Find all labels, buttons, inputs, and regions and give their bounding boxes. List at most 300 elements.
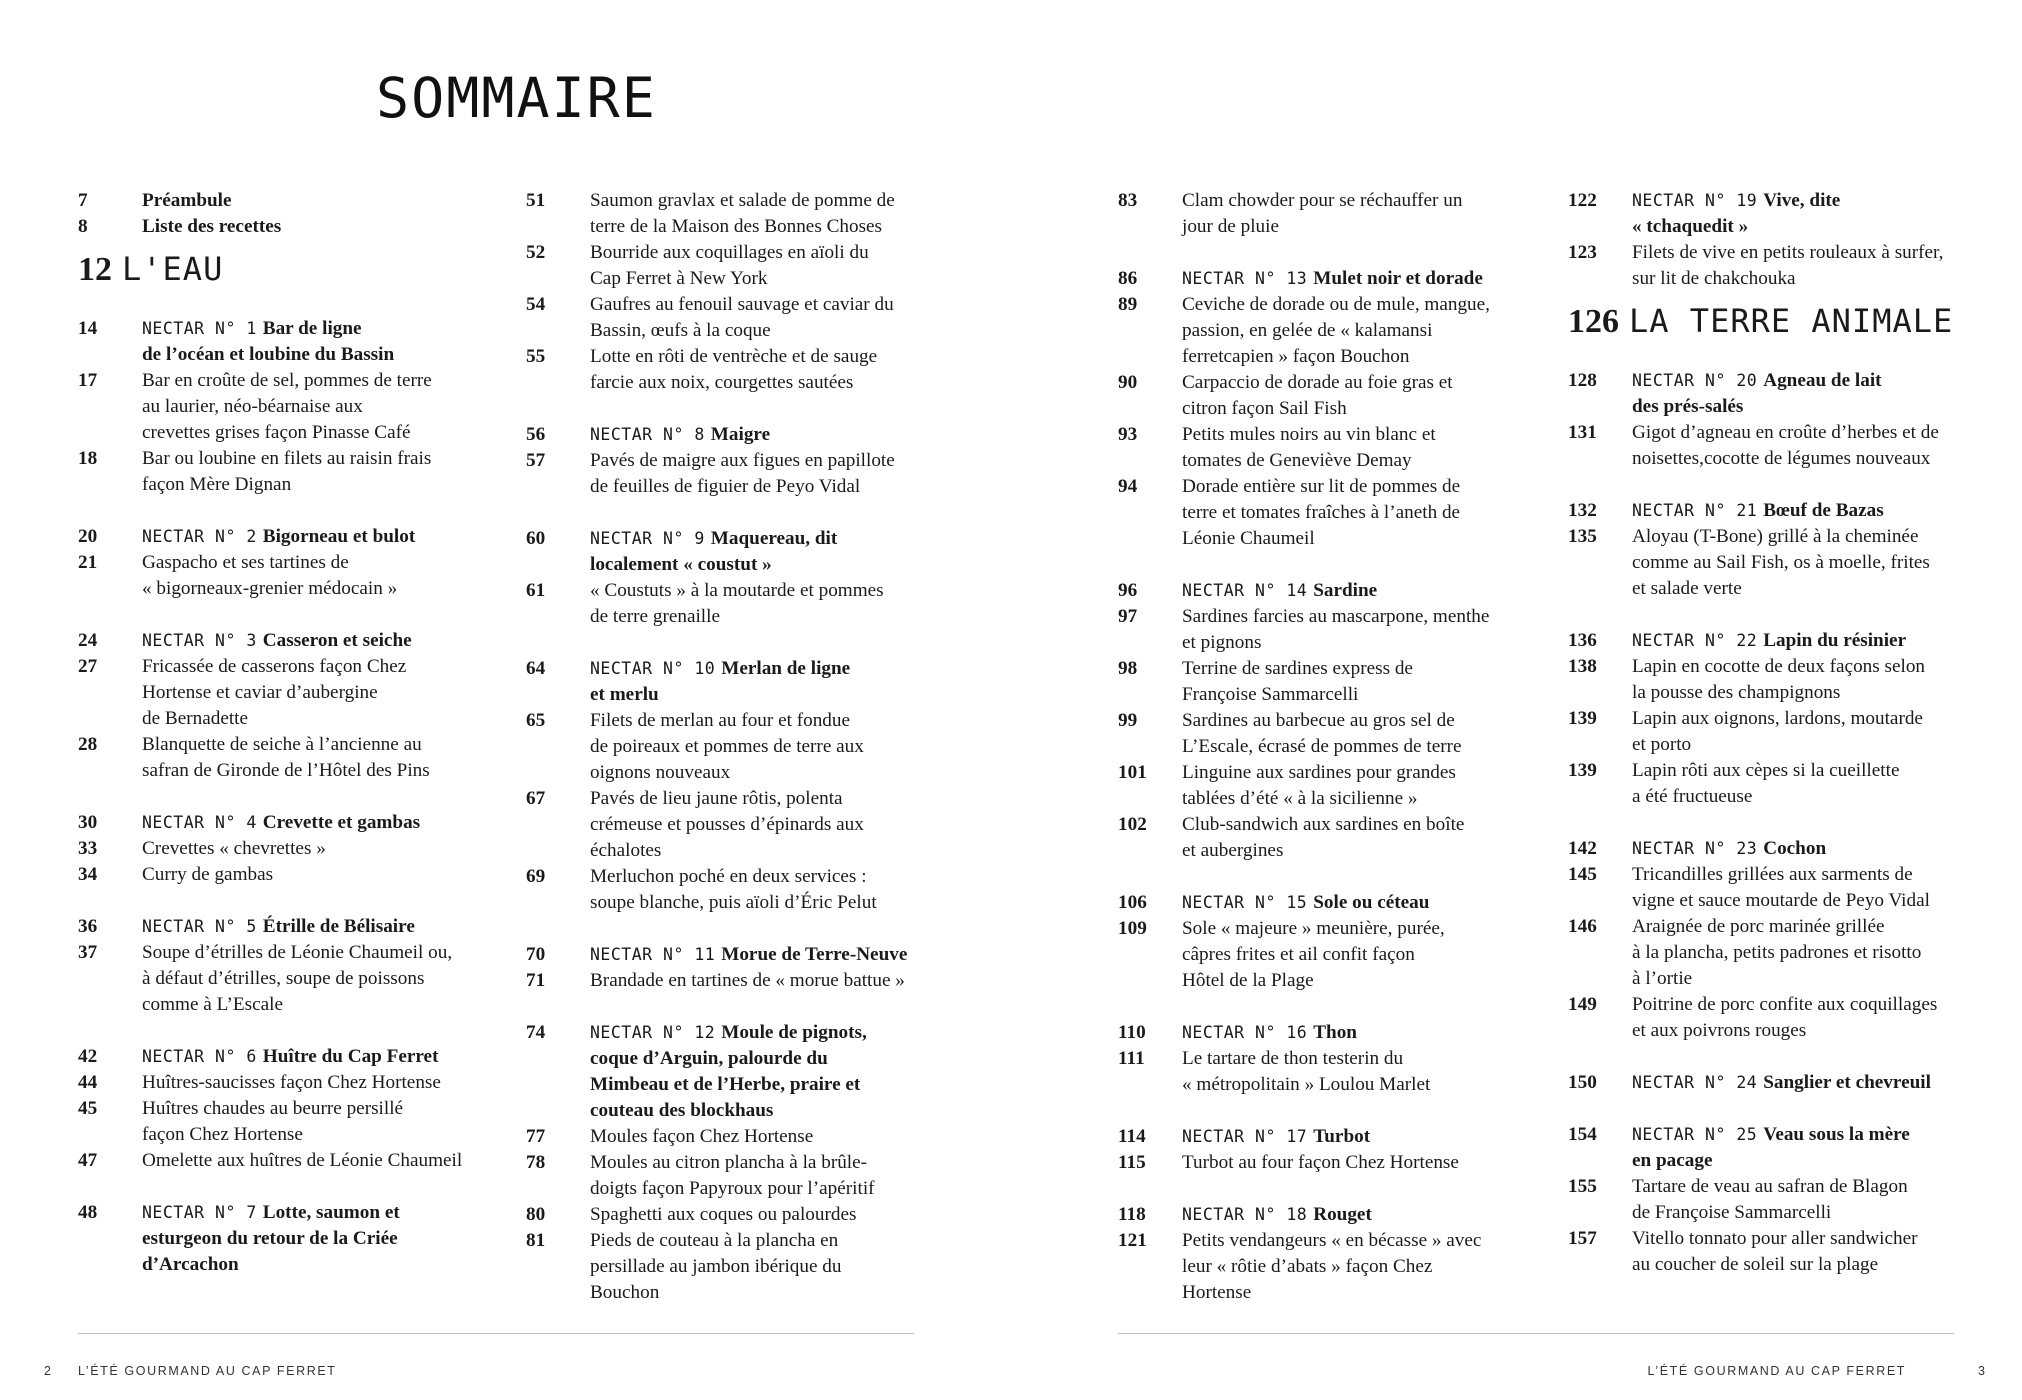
entry-text: [142, 1122, 498, 1148]
entry-page-number: [526, 318, 590, 344]
entry-text: [1182, 1280, 1538, 1306]
entry-recipe-text: noisettes,cocotte de légumes nouveaux: [1632, 448, 1931, 469]
nectar-label: NECTAR N° 11: [590, 945, 716, 964]
toc-entry: [1568, 1148, 2008, 1174]
entry-page-number: [526, 1254, 590, 1280]
entry-text: [1182, 1020, 1538, 1046]
entry-page-number: [526, 266, 590, 292]
entry-page-number: 94: [1118, 476, 1138, 497]
entry-bold-title: Maquereau, dit: [710, 528, 838, 549]
spacer: [1568, 602, 2008, 628]
toc-entry: [1118, 786, 1538, 812]
entry-text: [590, 1254, 966, 1280]
entry-text: [590, 370, 966, 396]
entry-page-number: 34: [78, 864, 98, 885]
toc-entry: [1118, 1020, 1538, 1046]
entry-page-number: [526, 838, 590, 864]
entry-recipe-text: persillade au jambon ibérique du: [590, 1256, 842, 1277]
entry-text: [1632, 214, 2008, 240]
toc-entry: [1568, 966, 2008, 992]
toc-entry: [78, 1226, 498, 1252]
entry-text: [590, 734, 966, 760]
entry-text: [142, 1148, 498, 1174]
entry-page-number: 89: [1118, 294, 1138, 315]
nectar-label: NECTAR N° 21: [1632, 501, 1758, 520]
entry-text: [1182, 422, 1538, 448]
entry-text: [590, 1020, 966, 1046]
entry-recipe-text: Hortense: [1182, 1282, 1252, 1303]
entry-page-number: 8: [78, 216, 88, 237]
entry-text: [1632, 394, 2008, 420]
nectar-label: NECTAR N° 22: [1632, 631, 1758, 650]
entry-page-number: [78, 1252, 142, 1278]
entry-recipe-text: Huîtres-saucisses façon Chez Hortense: [142, 1072, 441, 1093]
entry-page-number: [78, 758, 142, 784]
entry-page-number: 70: [526, 944, 546, 965]
entry-text: [1182, 188, 1538, 214]
toc-entry: [1118, 474, 1538, 500]
entry-text: [1632, 446, 2008, 472]
entry-page-number: 136: [1568, 630, 1597, 651]
spacer: [526, 396, 966, 422]
entry-page-number: 123: [1568, 242, 1597, 263]
entry-page-number: 28: [78, 734, 98, 755]
entry-page-number: 146: [1568, 916, 1597, 937]
toc-entry: [1568, 420, 2008, 446]
nectar-label: NECTAR N° 19: [1632, 191, 1758, 210]
entry-text: [590, 526, 966, 552]
toc-entry: [1568, 368, 2008, 394]
spacer: [78, 602, 498, 628]
toc-entry: [1568, 654, 2008, 680]
toc-entry: [1568, 214, 2008, 240]
toc-entry: [78, 836, 498, 862]
toc-entry: [526, 422, 966, 448]
entry-page-number: 154: [1568, 1124, 1597, 1145]
entry-page-number: [1568, 266, 1632, 292]
entry-text: [142, 472, 498, 498]
toc-entry: [1118, 682, 1538, 708]
entry-text: [590, 1228, 966, 1254]
toc-entry: [78, 862, 498, 888]
entry-text: [590, 422, 966, 448]
entry-page-number: [526, 1176, 590, 1202]
entry-text: [142, 214, 498, 240]
entry-page-number: [1568, 1252, 1632, 1278]
toc-entry: [78, 992, 498, 1018]
entry-recipe-text: vigne et sauce moutarde de Peyo Vidal: [1632, 890, 1930, 911]
entry-text: [142, 654, 498, 680]
entry-recipe-text: crémeuse et pousses d’épinards aux: [590, 814, 864, 835]
toc-entry: [78, 810, 498, 836]
toc-entry: [1118, 760, 1538, 786]
toc-entry: [526, 318, 966, 344]
section-title: LA TERRE ANIMALE: [1629, 302, 1954, 340]
entry-bold-title: coque d’Arguin, palourde du: [590, 1048, 828, 1069]
entry-bold-title: Crevette et gambas: [262, 812, 421, 833]
entry-page-number: 14: [78, 318, 98, 339]
toc-entry: [78, 706, 498, 732]
entry-text: [1182, 656, 1538, 682]
toc-entry: [1118, 370, 1538, 396]
entry-recipe-text: Françoise Sammarcelli: [1182, 684, 1359, 705]
entry-text: [142, 316, 498, 342]
toc-entry: [78, 1148, 498, 1174]
toc-entry: [1118, 942, 1538, 968]
toc-entry: [78, 1096, 498, 1122]
entry-page-number: [1568, 680, 1632, 706]
entry-text: [590, 1124, 966, 1150]
entry-recipe-text: à défaut d’étrilles, soupe de poissons: [142, 968, 425, 989]
nectar-label: NECTAR N° 9: [590, 529, 705, 548]
entry-page-number: 60: [526, 528, 546, 549]
entry-page-number: [1118, 786, 1182, 812]
entry-page-number: 74: [526, 1022, 546, 1043]
toc-entry: [1118, 448, 1538, 474]
entry-text: [1632, 550, 2008, 576]
entry-page-number: 33: [78, 838, 98, 859]
entry-text: [142, 1252, 498, 1278]
toc-entry: [1118, 630, 1538, 656]
entry-recipe-text: jour de pluie: [1182, 216, 1279, 237]
entry-recipe-text: Lapin en cocotte de deux façons selon: [1632, 656, 1926, 677]
entry-text: [1182, 214, 1538, 240]
entry-page-number: 61: [526, 580, 546, 601]
spacer: [78, 888, 498, 914]
entry-text: [1182, 786, 1538, 812]
entry-bold-title: Morue de Terre-Neuve: [721, 944, 908, 965]
entry-page-number: 157: [1568, 1228, 1597, 1249]
entry-text: [142, 576, 498, 602]
entry-recipe-text: Le tartare de thon testerin du: [1182, 1048, 1404, 1069]
entry-page-number: [526, 812, 590, 838]
toc-entry: [1118, 1202, 1538, 1228]
entry-recipe-text: Moules façon Chez Hortense: [590, 1126, 814, 1147]
entry-page-number: 36: [78, 916, 98, 937]
toc-entry: [526, 240, 966, 266]
spacer: [1118, 994, 1538, 1020]
spacer: [1568, 472, 2008, 498]
entry-recipe-text: à la plancha, petits padrones et risotto: [1632, 942, 1922, 963]
entry-page-number: 96: [1118, 580, 1138, 601]
entry-text: [590, 864, 966, 890]
entry-page-number: 145: [1568, 864, 1597, 885]
entry-text: [590, 1098, 966, 1124]
entry-bold-title: des prés-salés: [1632, 396, 1744, 417]
entry-recipe-text: Curry de gambas: [142, 864, 274, 885]
entry-recipe-text: Vitello tonnato pour aller sandwicher: [1632, 1228, 1918, 1249]
toc-entry: [1568, 240, 2008, 266]
entry-page-number: [1568, 214, 1632, 240]
nectar-label: NECTAR N° 5: [142, 917, 257, 936]
entry-recipe-text: Carpaccio de dorade au foie gras et: [1182, 372, 1453, 393]
entry-recipe-text: façon Chez Hortense: [142, 1124, 303, 1145]
entry-recipe-text: soupe blanche, puis aïoli d’Éric Pelut: [590, 892, 877, 913]
entry-page-number: 109: [1118, 918, 1147, 939]
entry-bold-title: Bigorneau et bulot: [262, 526, 416, 547]
entry-page-number: [1118, 682, 1182, 708]
entry-text: [1182, 968, 1538, 994]
entry-page-number: [78, 1226, 142, 1252]
entry-text: [1632, 498, 2008, 524]
entry-bold-title: Casseron et seiche: [262, 630, 412, 651]
entry-recipe-text: oignons nouveaux: [590, 762, 731, 783]
toc-entry: [78, 368, 498, 394]
entry-page-number: 86: [1118, 268, 1138, 289]
entry-recipe-text: façon Mère Dignan: [142, 474, 292, 495]
entry-text: [142, 810, 498, 836]
entry-text: [1182, 500, 1538, 526]
entry-bold-title: localement « coustut »: [590, 554, 772, 575]
entry-recipe-text: Fricassée de casserons façon Chez: [142, 656, 407, 677]
toc-entry: [1118, 734, 1538, 760]
entry-recipe-text: Cap Ferret à New York: [590, 268, 768, 289]
entry-text: [142, 446, 498, 472]
entry-page-number: 102: [1118, 814, 1147, 835]
entry-page-number: 155: [1568, 1176, 1597, 1197]
toc-entry: [1118, 1280, 1538, 1306]
entry-text: [1632, 1018, 2008, 1044]
nectar-label: NECTAR N° 13: [1182, 269, 1308, 288]
nectar-label: NECTAR N° 24: [1632, 1073, 1758, 1092]
entry-bold-title: Préambule: [142, 190, 232, 211]
toc-entry: [1568, 1174, 2008, 1200]
section-page-number: 126: [1568, 303, 1619, 340]
entry-text: [1182, 1150, 1538, 1176]
spacer: [78, 1018, 498, 1044]
toc-entry: [1118, 500, 1538, 526]
entry-text: [1632, 1200, 2008, 1226]
entry-text: [1632, 680, 2008, 706]
toc-entry: [526, 864, 966, 890]
toc-entry: [78, 214, 498, 240]
entry-recipe-text: Dorade entière sur lit de pommes de: [1182, 476, 1461, 497]
entry-text: [1182, 370, 1538, 396]
entry-recipe-text: terre et tomates fraîches à l’aneth de: [1182, 502, 1461, 523]
toc-entry: [1118, 968, 1538, 994]
spacer: [526, 630, 966, 656]
nectar-label: NECTAR N° 23: [1632, 839, 1758, 858]
entry-page-number: [526, 1280, 590, 1306]
toc-entry: [78, 1252, 498, 1278]
entry-page-number: [1568, 394, 1632, 420]
entry-text: [142, 420, 498, 446]
toc-entry: [526, 1202, 966, 1228]
toc-entry: [1118, 604, 1538, 630]
entry-recipe-text: sur lit de chakchouka: [1632, 268, 1796, 289]
toc-entry: [526, 1280, 966, 1306]
entry-text: [142, 342, 498, 368]
entry-text: [1632, 654, 2008, 680]
entry-text: [1632, 628, 2008, 654]
entry-page-number: [1118, 396, 1182, 422]
entry-recipe-text: a été fructueuse: [1632, 786, 1753, 807]
entry-text: [1632, 420, 2008, 446]
toc-entry: [526, 1176, 966, 1202]
footer-page-number-left: 2: [44, 1364, 53, 1378]
entry-bold-title: Étrille de Bélisaire: [262, 916, 415, 937]
entry-recipe-text: et aux poivrons rouges: [1632, 1020, 1807, 1041]
toc-entry: [78, 316, 498, 342]
entry-page-number: 111: [1118, 1048, 1145, 1069]
entry-recipe-text: et aubergines: [1182, 840, 1284, 861]
toc-entry: [1568, 862, 2008, 888]
toc-entry: [78, 420, 498, 446]
entry-text: [590, 578, 966, 604]
toc-entry: [1568, 680, 2008, 706]
toc-entry: [1568, 758, 2008, 784]
entry-page-number: [526, 1098, 590, 1124]
entry-text: [1632, 266, 2008, 292]
entry-page-number: [1118, 942, 1182, 968]
nectar-label: NECTAR N° 2: [142, 527, 257, 546]
entry-page-number: [1118, 318, 1182, 344]
entry-text: [1632, 368, 2008, 394]
toc-entry: [1118, 708, 1538, 734]
entry-text: [1182, 474, 1538, 500]
toc-entry: [526, 344, 966, 370]
entry-recipe-text: à l’ortie: [1632, 968, 1693, 989]
entry-page-number: 69: [526, 866, 546, 887]
toc-entry: [1568, 914, 2008, 940]
toc-entry: [1568, 1226, 2008, 1252]
entry-recipe-text: de poireaux et pommes de terre aux: [590, 736, 864, 757]
section-title: L'EAU: [122, 250, 224, 288]
toc-entry: [78, 446, 498, 472]
toc-entry: [526, 266, 966, 292]
toc-entry: [526, 760, 966, 786]
entry-page-number: 21: [78, 552, 98, 573]
entry-recipe-text: au coucher de soleil sur la plage: [1632, 1254, 1879, 1275]
entry-page-number: 52: [526, 242, 546, 263]
entry-recipe-text: Huîtres chaudes au beurre persillé: [142, 1098, 404, 1119]
toc-entry: [1568, 446, 2008, 472]
entry-text: [1182, 916, 1538, 942]
toc-entry: [1118, 1228, 1538, 1254]
entry-text: [1632, 1252, 2008, 1278]
entry-text: [1182, 344, 1538, 370]
toc-entry: [526, 1098, 966, 1124]
toc-entry: [1568, 940, 2008, 966]
nectar-label: NECTAR N° 17: [1182, 1127, 1308, 1146]
entry-page-number: [526, 890, 590, 916]
entry-text: [142, 524, 498, 550]
toc-entry: [78, 1122, 498, 1148]
entry-text: [590, 786, 966, 812]
entry-text: [1182, 812, 1538, 838]
toc-entry: [526, 1020, 966, 1046]
entry-text: [590, 812, 966, 838]
entry-recipe-text: comme à L’Escale: [142, 994, 284, 1015]
entry-page-number: [78, 992, 142, 1018]
entry-recipe-text: Blanquette de seiche à l’ancienne au: [142, 734, 422, 755]
spacer: [78, 784, 498, 810]
toc-entry: [526, 682, 966, 708]
toc-entry: [526, 604, 966, 630]
entry-text: [1182, 1202, 1538, 1228]
nectar-label: NECTAR N° 15: [1182, 893, 1308, 912]
entry-recipe-text: échalotes: [590, 840, 662, 861]
spacer: [526, 916, 966, 942]
spacer: [526, 500, 966, 526]
entry-page-number: [1118, 1254, 1182, 1280]
entry-text: [1182, 760, 1538, 786]
entry-recipe-text: Crevettes « chevrettes »: [142, 838, 326, 859]
entry-recipe-text: Sardines farcies au mascarpone, menthe: [1182, 606, 1490, 627]
entry-text: [590, 292, 966, 318]
toc-entry: [78, 628, 498, 654]
entry-text: [1632, 1148, 2008, 1174]
entry-text: [1632, 1226, 2008, 1252]
toc-entry: [78, 1200, 498, 1226]
toc-entry: [526, 656, 966, 682]
entry-recipe-text: Clam chowder pour se réchauffer un: [1182, 190, 1463, 211]
entry-text: [1182, 708, 1538, 734]
entry-page-number: 71: [526, 970, 546, 991]
entry-text: [142, 394, 498, 420]
entry-recipe-text: safran de Gironde de l’Hôtel des Pins: [142, 760, 430, 781]
spacer: [1568, 1044, 2008, 1070]
toc-entry: [78, 472, 498, 498]
toc-entry: [1118, 838, 1538, 864]
entry-bold-title: « tchaquedit »: [1632, 216, 1749, 237]
entry-page-number: [1118, 1280, 1182, 1306]
toc-entry: [1118, 1150, 1538, 1176]
nectar-label: NECTAR N° 4: [142, 813, 257, 832]
entry-page-number: [526, 760, 590, 786]
entry-bold-title: couteau des blockhaus: [590, 1100, 774, 1121]
entry-bold-title: Liste des recettes: [142, 216, 282, 237]
entry-page-number: [1118, 968, 1182, 994]
entry-text: [142, 706, 498, 732]
entry-page-number: 51: [526, 190, 546, 211]
entry-bold-title: Maigre: [710, 424, 771, 445]
entry-recipe-text: Spaghetti aux coques ou palourdes: [590, 1204, 857, 1225]
entry-text: [142, 862, 498, 888]
entry-text: [1632, 992, 2008, 1018]
entry-page-number: 101: [1118, 762, 1147, 783]
entry-page-number: 150: [1568, 1072, 1597, 1093]
entry-recipe-text: Bassin, œufs à la coque: [590, 320, 771, 341]
entry-recipe-text: Gaufres au fenouil sauvage et caviar du: [590, 294, 894, 315]
entry-recipe-text: Brandade en tartines de « morue battue »: [590, 970, 905, 991]
entry-page-number: 42: [78, 1046, 98, 1067]
entry-text: [142, 836, 498, 862]
footer-rule-left: [78, 1333, 914, 1334]
entry-recipe-text: Petits vendangeurs « en bécasse » avec: [1182, 1230, 1482, 1251]
toc-entry: [526, 292, 966, 318]
entry-text: [1632, 888, 2008, 914]
nectar-label: NECTAR N° 1: [142, 319, 257, 338]
entry-text: [590, 1280, 966, 1306]
entry-text: [1182, 526, 1538, 552]
entry-page-number: 56: [526, 424, 546, 445]
entry-page-number: [1118, 734, 1182, 760]
entry-text: [142, 758, 498, 784]
entry-page-number: 139: [1568, 708, 1597, 729]
toc-entry: [526, 1228, 966, 1254]
toc-entry: [1118, 266, 1538, 292]
entry-recipe-text: câpres frites et ail confit façon: [1182, 944, 1415, 965]
entry-text: [1182, 266, 1538, 292]
toc-entry: [78, 524, 498, 550]
entry-bold-title: Sardine: [1313, 580, 1378, 601]
entry-recipe-text: « Coustuts » à la moutarde et pommes: [590, 580, 884, 601]
toc-entry: [526, 968, 966, 994]
entry-text: [1632, 784, 2008, 810]
toc-entry: [1568, 1018, 2008, 1044]
entry-bold-title: Turbot: [1313, 1126, 1371, 1147]
